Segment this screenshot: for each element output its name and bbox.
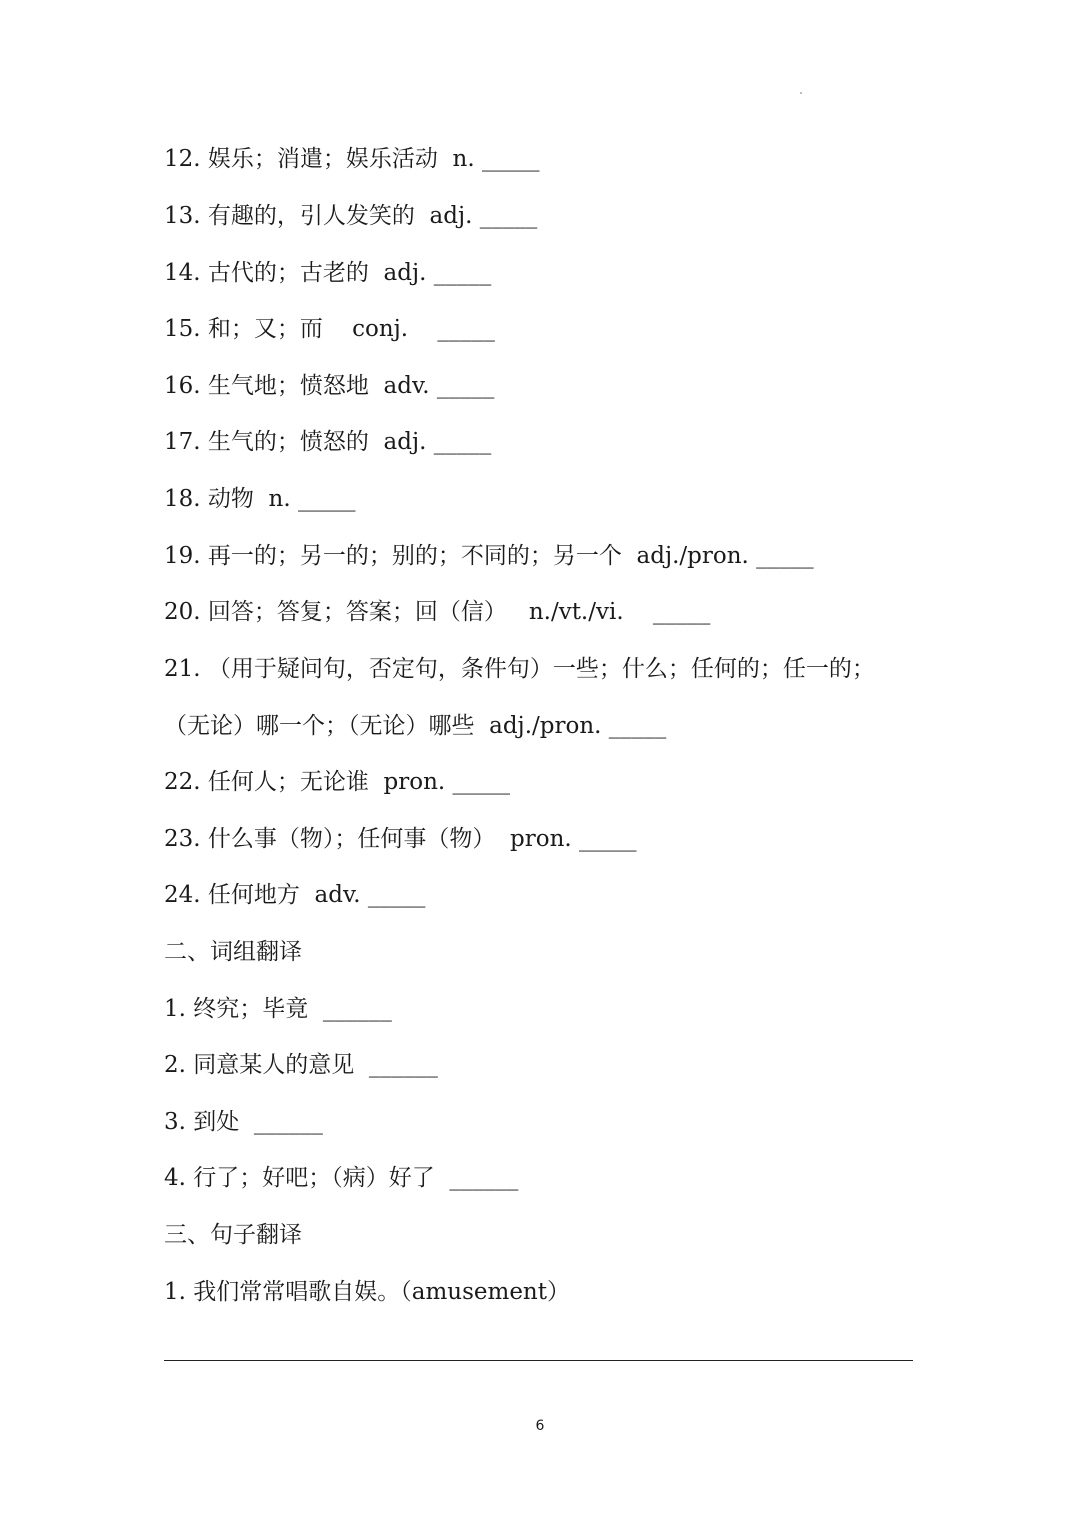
phrase-item-3: 3. 到处 ______ <box>164 1109 323 1135</box>
vocab-item-22: 22. 任何人；无论谁 pron. _____ <box>164 769 511 795</box>
section-heading-sentences: 三、句子翻译 <box>164 1222 302 1248</box>
vocab-item-16: 16. 生气地；愤怒地 adv. _____ <box>164 373 495 399</box>
vocab-item-17: 17. 生气的；愤怒的 adj. _____ <box>164 429 492 455</box>
vocab-item-18: 18. 动物 n. _____ <box>164 486 356 512</box>
stray-dot <box>800 92 802 94</box>
vocab-item-19: 19. 再一的；另一的；别的；不同的；另一个 adj./pron. _____ <box>164 543 814 569</box>
vocab-item-23: 23. 什么事（物）；任何事（物） pron. _____ <box>164 826 637 852</box>
vocab-item-20: 20. 回答；答复；答案；回（信） n./vt./vi. _____ <box>164 599 711 625</box>
phrase-item-4: 4. 行了；好吧；（病）好了 ______ <box>164 1165 519 1191</box>
phrase-item-2: 2. 同意某人的意见 ______ <box>164 1052 438 1078</box>
vocab-item-21: 21. （用于疑问句，否定句，条件句）一些；什么；任何的；任一的； <box>164 656 875 682</box>
vocab-item-12: 12. 娱乐；消遣；娱乐活动 n. _____ <box>164 146 540 172</box>
sentence-item-1: 1. 我们常常唱歌自娱。（amusement） <box>164 1279 570 1305</box>
vocab-item-24: 24. 任何地方 adv. _____ <box>164 882 426 908</box>
vocab-item-21-continued: （无论）哪一个；（无论）哪些 adj./pron. _____ <box>164 713 667 739</box>
page-number: 6 <box>535 1418 545 1434</box>
vocab-item-13: 13. 有趣的，引人发笑的 adj. _____ <box>164 203 538 229</box>
phrase-item-1: 1. 终究；毕竟 ______ <box>164 996 392 1022</box>
section-heading-phrases: 二、词组翻译 <box>164 939 302 965</box>
vocab-item-15: 15. 和；又；而 conj. _____ <box>164 316 495 342</box>
vocab-item-14: 14. 古代的；古老的 adj. _____ <box>164 260 492 286</box>
answer-line <box>164 1360 913 1361</box>
